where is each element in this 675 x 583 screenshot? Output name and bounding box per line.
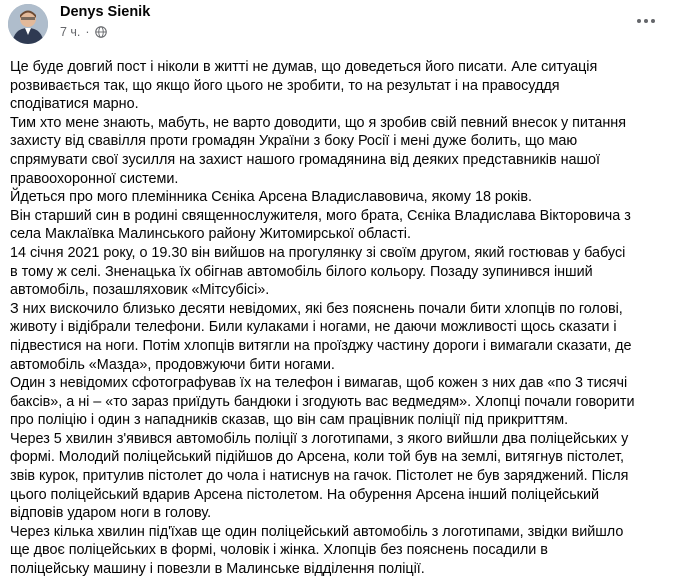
post-text-line: захисту від свавілля проти громадян України з боку Росії і мені дуже болить, що маю (10, 133, 578, 150)
post-body (10, 58, 660, 579)
post-text-line: формі. Молодий поліцейський підійшов до Арсена, коли той був на землі, витягнув пістолет, (10, 449, 624, 466)
post-text-line: Йдеться про мого племінника Сєніка Арсена Владиславовича, якому 18 років. (10, 189, 532, 206)
globe-icon (95, 26, 107, 38)
post-text-line: про поліцію і один з нападників сказав, що він сам працівник поліції під прикриттям. (10, 412, 569, 429)
post-text-line: поліцейську машину і повезли в Малинське відділення поліції. (10, 561, 425, 578)
post-text-line: З них вискочило близько десяти невідомих, які без пояснень почали бити хлопців по голові, (10, 300, 623, 317)
post-header (0, 0, 675, 52)
post-text-line: баксів», а ні – «то зараз приїдуть бандюки і згодують вас ведмедям». Хлопці почали говорити (10, 393, 635, 410)
author-name[interactable]: Denys Sienik (60, 4, 151, 20)
post-text-line: ще двоє поліцейських в формі, чоловік і жінка. Хлопців без пояснень посадили в (10, 542, 548, 559)
more-dot-icon (637, 19, 641, 23)
post-text-line: сподіватися марно. (10, 96, 139, 113)
post-text-line: Це буде довгий пост і ніколи в житті не думав, що доведеться його писати. Але ситуація (10, 59, 598, 75)
post-text-line: правоохоронної системи. (10, 170, 179, 187)
post-text-line: Він старший син в родині священнослужителя, мого брата, Сєніка Владислава Вікторовича з (10, 207, 631, 224)
post-text-line: животу і відібрали телефони. Били кулаками і ногами, не даючи можливості щось сказати і (10, 319, 617, 336)
post-text-line: Тим хто мене знають, мабуть, не варто доводити, що я зробив свій певний внесок у питання (10, 114, 626, 131)
post-text-line: Через кілька хвилин під'їхав ще один поліцейський автомобіль з логотипами, звідки вийшло (10, 523, 624, 540)
post-text-line: звів курок, притулив пістолет до чола і натиснув на гачок. Пістолет не був заряджений. Після (10, 468, 629, 485)
post-text-line: автомобіль, позашляховик «Мітсубісі». (10, 282, 270, 299)
post-text-line: цього поліцейський вдарив Арсена пістолетом. На обурення Арсена інший поліцейський (10, 486, 599, 503)
post-text-line: Через 5 хвилин з'явився автомобіль поліції з логотипами, з якого вийшли два поліцейських у (10, 430, 629, 447)
avatar-photo-icon (8, 4, 48, 44)
meta-separator: · (85, 25, 90, 39)
avatar[interactable] (8, 4, 48, 44)
post-meta (60, 25, 107, 39)
post-text-line: 14 січня 2021 року, о 19.30 він вийшов на прогулянку зі своїм другом, який гостював у бабусі (10, 244, 626, 261)
post-time[interactable]: 7 ч. (60, 25, 81, 39)
post-text-line: в тому ж селі. Зненацька їх обігнав автомобіль білого кольору. Позаду зупинився інший (10, 263, 593, 280)
post-text-line: спрямувати свої зусилля на захист нашого громадянина від деяких представників нашої (10, 151, 600, 168)
more-options-button[interactable] (631, 6, 661, 36)
post-text-line: Один з невідомих сфотографував їх на телефон і вимагав, щоб кожен з них дав «по 3 тисячі (10, 375, 628, 392)
post-text-line: автомобіль «Мазда», продовжуючи бити ногами. (10, 356, 335, 373)
more-dot-icon (651, 19, 655, 23)
post-text-line: розвивається так, що якщо його цього не зробити, то на результат і на правосуддя (10, 77, 560, 94)
post-text-line: відповів ударом ноги в голову. (10, 505, 212, 522)
post-text-line: села Маклаївка Малинського району Житомирської області. (10, 226, 411, 243)
post-text-line: підвестися на ноги. Потім хлопців витягли на проїзджу частину дороги і вимагали сказати, де (10, 337, 632, 354)
more-dot-icon (644, 19, 648, 23)
